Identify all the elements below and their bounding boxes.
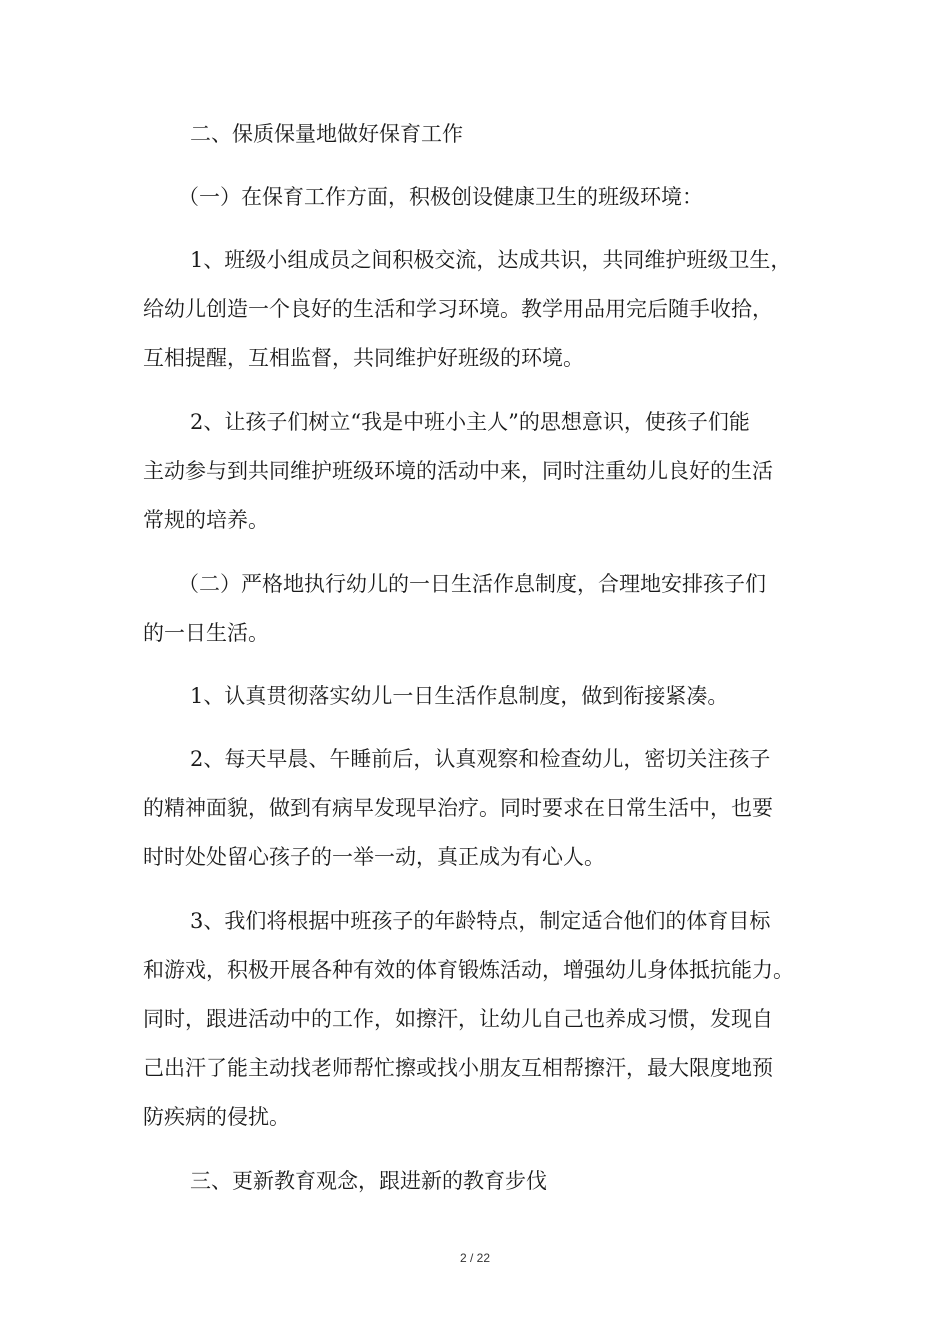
paragraph-line: 的精神面貌，做到有病早发现早治疗。同时要求在日常生活中，也要 xyxy=(143,796,773,820)
paragraph-line: 1、认真贯彻落实幼儿一日生活作息制度，做到衔接紧凑。 xyxy=(190,684,729,708)
paragraph-line: 时时处处留心孩子的一举一动，真正成为有心人。 xyxy=(143,845,605,869)
paragraph-line: 和游戏，积极开展各种有效的体育锻炼活动，增强幼儿身体抵抗能力。 xyxy=(143,958,794,982)
paragraph-line: 己出汗了能主动找老师帮忙擦或找小朋友互相帮擦汗，最大限度地预 xyxy=(143,1056,773,1080)
paragraph-line: 主动参与到共同维护班级环境的活动中来，同时注重幼儿良好的生活 xyxy=(143,459,773,483)
paragraph-line: 互相提醒，互相监督，共同维护好班级的环境。 xyxy=(143,346,584,370)
paragraph-line: 的一日生活。 xyxy=(143,621,269,645)
paragraph-line: 3、我们将根据中班孩子的年龄特点，制定适合他们的体育目标 xyxy=(190,909,771,933)
paragraph-line: 2、每天早晨、午睡前后，认真观察和检查幼儿，密切关注孩子 xyxy=(190,747,771,771)
subsection-heading-2: （二）严格地执行幼儿的一日生活作息制度，合理地安排孩子们 xyxy=(178,572,766,596)
section-heading-2: 二、保质保量地做好保育工作 xyxy=(190,122,463,146)
paragraph-line: 给幼儿创造一个良好的生活和学习环境。教学用品用完后随手收拾， xyxy=(143,297,773,321)
paragraph-line: 防疾病的侵扰。 xyxy=(143,1105,290,1129)
section-heading-3: 三、更新教育观念，跟进新的教育步伐 xyxy=(190,1169,547,1193)
paragraph-line: 常规的培养。 xyxy=(143,508,269,532)
paragraph-line: 2、让孩子们树立“我是中班小主人”的思想意识，使孩子们能 xyxy=(190,410,750,434)
page-number: 2 / 22 xyxy=(459,1251,491,1265)
paragraph-line: 1、班级小组成员之间积极交流，达成共识，共同维护班级卫生， xyxy=(190,248,792,272)
subsection-heading-1: （一）在保育工作方面，积极创设健康卫生的班级环境： xyxy=(178,185,703,209)
paragraph-line: 同时，跟进活动中的工作，如擦汗，让幼儿自己也养成习惯，发现自 xyxy=(143,1007,773,1031)
